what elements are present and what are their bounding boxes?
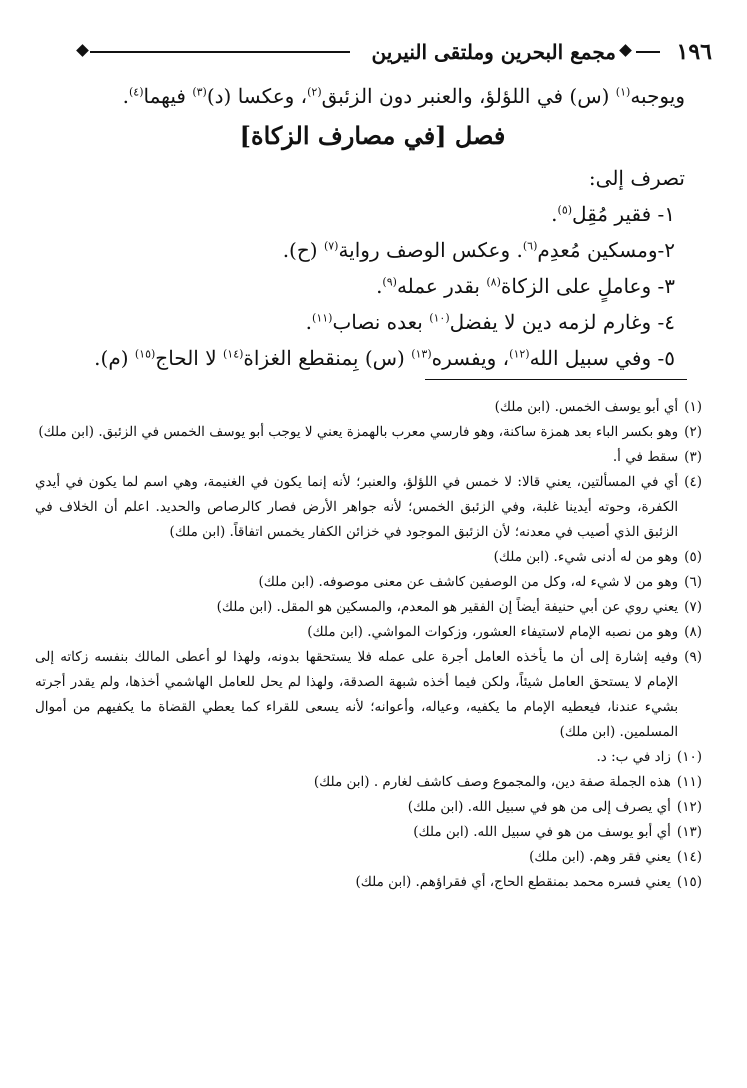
footnote-text: يعني روي عن أبي حنيفة أيضاً إن الفقير هو المعدم، والمسكين هو المقل. (ابن ملك) — [216, 599, 679, 615]
footnote-ref: (١٤) — [222, 347, 244, 361]
main-text — [60, 78, 685, 376]
continuation-line: ويوجبه$^{(١)}$ (س) في اللؤلؤ، والعنبر دون الزئبق$^{(٢)}$، وعكسا (د)$^{(٣)}$ فيهما$^{(٤)}$. — [122, 84, 685, 108]
footnote — [35, 845, 702, 870]
footnote-number: (١٤) — [676, 849, 702, 865]
footnote-number: (٣) — [684, 449, 702, 465]
footnote — [35, 470, 702, 545]
footnote — [35, 645, 702, 745]
footnote-ref: (١١) — [312, 311, 333, 325]
list-item: ٥- وفي سبيل الله$^{(١٢)}$، ويفسره$^{(١٣)}$ (س) بِمنقطع الغزاة$^{(١٤)}$ لا الحاج$^{(١٥)}$ (م). — [94, 346, 675, 370]
page-number: ١٩٦ — [676, 39, 712, 65]
section-title: فصل [في مصارف الزكاة] — [239, 121, 506, 150]
footnote-ref: (١٣) — [411, 347, 432, 361]
footnote-ref: (٢) — [307, 85, 322, 99]
footnote-number: (١١) — [676, 774, 702, 790]
footnote-ref: (١) — [615, 85, 631, 99]
intro-line: تصرف إلى: — [588, 166, 685, 190]
footnote — [35, 870, 702, 895]
footnote — [35, 745, 702, 770]
diamond-ornament-icon — [619, 44, 632, 57]
footnote-text: أي أبو يوسف الخمس. (ابن ملك) — [494, 399, 679, 415]
page-header — [30, 38, 712, 68]
footnotes — [35, 395, 702, 895]
footnote-ref: (٩) — [382, 275, 397, 289]
footnote — [35, 545, 702, 570]
footnote-text: أي أبو يوسف من هو في سبيل الله. (ابن ملك) — [413, 824, 671, 840]
footnote-number: (١٣) — [676, 824, 702, 840]
footnote — [35, 795, 702, 820]
footnote-number: (٤) — [684, 474, 702, 490]
list-item: ١- فقير مُقِل$^{(٥)}$. — [551, 202, 675, 226]
diamond-ornament-icon — [76, 44, 89, 57]
footnote-text: يعني فسره محمد بمنقطع الحاج، أي فقراؤهم. (ابن ملك) — [355, 874, 671, 890]
footnote-ref: (٧) — [323, 239, 339, 253]
footnote-separator — [425, 379, 687, 380]
footnote-ref: (٣) — [192, 85, 207, 99]
footnote — [35, 420, 702, 445]
footnote-ref: (١٠) — [429, 311, 450, 325]
list-item: ٤- وغارم لزمه دين لا يفضل$^{(١٠)}$ بعده نصاب$^{(١١)}$. — [305, 310, 675, 334]
footnote-number: (١٢) — [676, 799, 702, 815]
footnote-number: (١٥) — [676, 874, 702, 890]
footnote — [35, 620, 702, 645]
footnote — [35, 445, 702, 470]
footnote — [35, 770, 702, 795]
footnote-text: وهو من نصبه الإمام لاستيفاء العشور، وزكوات المواشي. (ابن ملك) — [307, 624, 679, 640]
footnote-number: (٢) — [684, 424, 702, 440]
footnote-number: (١) — [684, 399, 702, 415]
footnote-text: يعني فقر وهم. (ابن ملك) — [529, 849, 671, 865]
running-title: مجمع البحرين وملتقى النيرين — [371, 40, 616, 64]
list-item: ٣- وعاملٍ على الزكاة$^{(٨)}$ بقدر عمله$^{(٩)}$. — [376, 274, 675, 298]
footnote-number: (٨) — [684, 624, 702, 640]
list-item: ٢-ومسكين مُعدِم$^{(٦)}$. وعكس الوصف رواية$^{(٧)}$ (ح). — [282, 238, 675, 262]
footnote-text: أي في المسألتين، يعني قالا: لا خمس في اللؤلؤ، والعنبر؛ لأنه إنما يكون في الغنيمة، وهي اسم لما يكون في أيدي الكفرة، وحوته أيدينا غلبة، وفي الزئبق الخمس؛ لأنه جواهر الأرض فصار كالرصاص والحديد. اعلم أن الخلاف في الزئبق الذي أصيب في معدنه؛ لأن الزئبق الموجود في خزائن الكفار يخمس اتفاقاً. (ابن ملك) — [35, 474, 679, 540]
footnote-text: وهو من لا شيء له، وكل من الوصفين كاشف عن معنى موصوفه. (ابن ملك) — [258, 574, 679, 590]
footnote-number: (٥) — [684, 549, 702, 565]
footnote-text: زاد في ب: د. — [596, 749, 671, 765]
footnote-number: (٩) — [684, 649, 702, 665]
footnote-ref: (٦) — [522, 239, 538, 253]
footnote — [35, 820, 702, 845]
footnote — [35, 395, 702, 420]
header-rule-left — [90, 51, 350, 53]
footnote-text: وهو من له أدنى شيء. (ابن ملك) — [493, 549, 679, 565]
footnote-text: سقط في أ. — [612, 449, 679, 465]
footnote-number: (٦) — [684, 574, 702, 590]
footnote-number: (٧) — [684, 599, 702, 615]
footnote — [35, 595, 702, 620]
footnote-text: أي يصرف إلى من هو في سبيل الله. (ابن ملك) — [407, 799, 671, 815]
footnote-ref: (١٢) — [509, 347, 530, 361]
footnote-text: وفيه إشارة إلى أن ما يأخذه العامل أجرة على عمله فلا يستحقها بدونه، ولهذا لو أعطى المالك بنفسه زكاته إلى الإمام لا يستحق العامل شيئاً، ولكن فيما أخذه شبهة الصدقة، ولهذا لم يحل للعامل الهاشمي أخذها، ولم يقدر أجرته بشيء عندنا، فيعطيه الإمام ما يكفيه، وعياله، وأعوانه؛ لأنه يسعى للقراء كما يعطي القضاة ما يكفيهم من أموال المسلمين. (ابن ملك) — [35, 649, 679, 740]
footnote-ref: (٤) — [128, 85, 144, 99]
footnote — [35, 570, 702, 595]
footnote-text: هذه الجملة صفة دين، والمجموع وصف كاشف لغارم . (ابن ملك) — [313, 774, 671, 790]
footnote-ref: (٥) — [557, 203, 573, 217]
header-rule-right — [636, 51, 660, 53]
footnote-text: وهو بكسر الباء بعد همزة ساكنة، وهو فارسي معرب بالهمزة يعني لا يوجب أبو يوسف الخمس في الزئبق. (ابن ملك) — [38, 424, 679, 440]
footnote-ref: (٨) — [486, 275, 501, 289]
footnote-ref: (١٥) — [134, 347, 156, 361]
footnote-number: (١٠) — [676, 749, 702, 765]
